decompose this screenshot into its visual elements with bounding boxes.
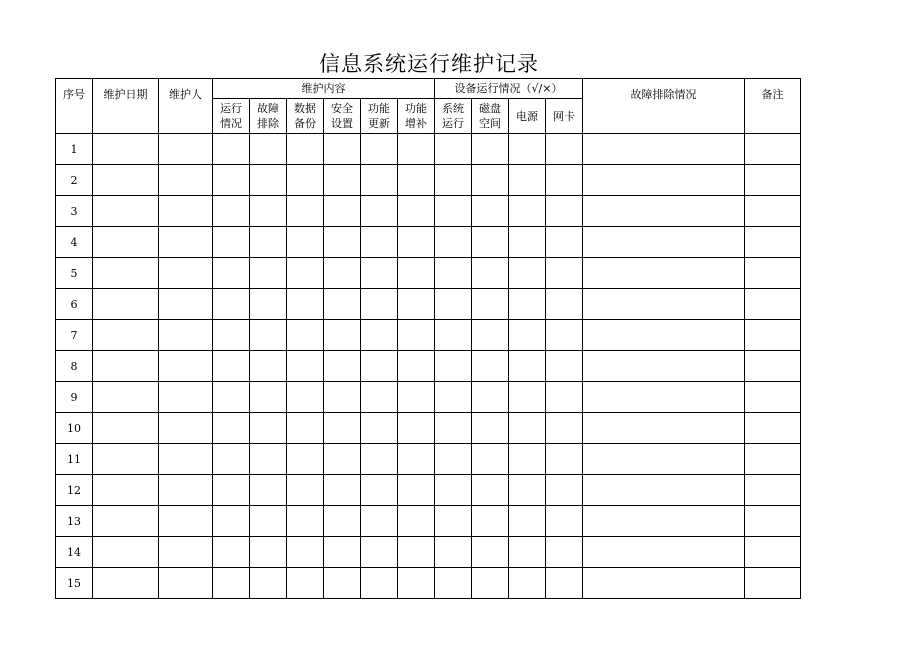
empty-cell [509,382,546,413]
table-row [56,351,801,382]
empty-cell [546,413,583,444]
empty-cell [213,382,250,413]
empty-cell [509,258,546,289]
empty-cell [472,506,509,537]
empty-cell [159,196,213,227]
empty-cell [472,289,509,320]
empty-cell [213,258,250,289]
empty-cell [324,351,361,382]
row-seq-cell: 3 [56,196,93,227]
empty-cell [745,382,801,413]
empty-cell [745,227,801,258]
empty-cell [213,506,250,537]
empty-cell [509,196,546,227]
header-label-line: 空间 [479,117,501,130]
empty-cell [435,351,472,382]
empty-cell [435,227,472,258]
table-row [56,537,801,568]
empty-cell [435,196,472,227]
empty-cell [435,165,472,196]
empty-cell [93,413,159,444]
header-date: 维护日期 [93,79,159,134]
table-row [56,506,801,537]
empty-cell [250,382,287,413]
empty-cell [287,413,324,444]
empty-cell [398,165,435,196]
row-seq-cell: 2 [56,165,93,196]
empty-cell [583,258,745,289]
empty-cell [213,320,250,351]
empty-cell [159,413,213,444]
header-maintenance-item [287,99,324,134]
empty-cell [745,351,801,382]
empty-cell [213,444,250,475]
row-seq-cell: 5 [56,258,93,289]
empty-cell [213,568,250,599]
empty-cell [435,289,472,320]
empty-cell [398,258,435,289]
empty-cell [287,537,324,568]
empty-cell [745,537,801,568]
header-label-line: 设置 [331,117,353,130]
row-seq-cell: 11 [56,444,93,475]
empty-cell [250,475,287,506]
empty-cell [159,506,213,537]
empty-cell [287,320,324,351]
empty-cell [583,475,745,506]
empty-cell [324,258,361,289]
table-row [56,258,801,289]
header-maintenance-item [398,99,435,134]
empty-cell [472,196,509,227]
header-maintenance-group: 维护内容 [213,79,435,99]
empty-cell [287,165,324,196]
empty-cell [93,320,159,351]
empty-cell [361,258,398,289]
empty-cell [324,227,361,258]
header-seq: 序号 [56,79,93,134]
header-label-line: 数据 [294,102,316,115]
row-seq-cell: 12 [56,475,93,506]
header-maintenance-item [250,99,287,134]
empty-cell [287,289,324,320]
empty-cell [213,196,250,227]
empty-cell [583,289,745,320]
empty-cell [435,537,472,568]
empty-cell [398,537,435,568]
empty-cell [287,475,324,506]
empty-cell [250,444,287,475]
empty-cell [361,320,398,351]
empty-cell [398,289,435,320]
empty-cell [361,506,398,537]
empty-cell [435,134,472,165]
empty-cell [250,568,287,599]
empty-cell [546,506,583,537]
empty-cell [159,475,213,506]
empty-cell [509,227,546,258]
empty-cell [435,475,472,506]
empty-cell [745,568,801,599]
empty-cell [546,134,583,165]
empty-cell [745,506,801,537]
empty-cell [546,382,583,413]
empty-cell [472,568,509,599]
empty-cell [361,196,398,227]
empty-cell [250,134,287,165]
empty-cell [745,320,801,351]
table-row [56,320,801,351]
empty-cell [287,134,324,165]
empty-cell [361,444,398,475]
header-maintenance-item [361,99,398,134]
empty-cell [546,258,583,289]
empty-cell [159,165,213,196]
empty-cell [287,444,324,475]
empty-cell [324,475,361,506]
empty-cell [324,444,361,475]
row-seq-cell: 15 [56,568,93,599]
empty-cell [509,537,546,568]
empty-cell [583,227,745,258]
empty-cell [93,165,159,196]
empty-cell [213,165,250,196]
empty-cell [398,413,435,444]
empty-cell [472,382,509,413]
empty-cell [745,196,801,227]
empty-cell [287,506,324,537]
empty-cell [361,165,398,196]
empty-cell [250,537,287,568]
empty-cell [159,444,213,475]
empty-cell [324,165,361,196]
empty-cell [398,568,435,599]
empty-cell [546,351,583,382]
empty-cell [546,475,583,506]
empty-cell [93,444,159,475]
empty-cell [472,134,509,165]
empty-cell [159,351,213,382]
header-label-line: 排除 [257,117,279,130]
header-label-line: 功能 [368,102,390,115]
table-row [56,227,801,258]
empty-cell [546,537,583,568]
header-device-item [509,99,546,134]
header-label-line: 更新 [368,117,390,130]
empty-cell [509,289,546,320]
empty-cell [287,258,324,289]
table-row [56,134,801,165]
empty-cell [583,413,745,444]
empty-cell [159,320,213,351]
empty-cell [287,196,324,227]
empty-cell [546,568,583,599]
empty-cell [745,258,801,289]
empty-cell [509,475,546,506]
row-seq-cell: 4 [56,227,93,258]
empty-cell [250,165,287,196]
empty-cell [93,196,159,227]
empty-cell [324,506,361,537]
empty-cell [250,351,287,382]
empty-cell [509,413,546,444]
empty-cell [583,506,745,537]
maintenance-log-table [55,78,801,599]
empty-cell [159,227,213,258]
empty-cell [435,258,472,289]
empty-cell [361,537,398,568]
empty-cell [398,320,435,351]
empty-cell [583,134,745,165]
empty-cell [361,382,398,413]
empty-cell [287,382,324,413]
empty-cell [583,196,745,227]
empty-cell [509,351,546,382]
empty-cell [159,382,213,413]
table-row [56,413,801,444]
header-label-line: 系统 [442,102,464,115]
empty-cell [472,165,509,196]
header-device-item [435,99,472,134]
empty-cell [398,382,435,413]
empty-cell [472,351,509,382]
empty-cell [398,134,435,165]
empty-cell [472,413,509,444]
header-label-line: 电源 [516,109,538,123]
empty-cell [250,289,287,320]
empty-cell [250,506,287,537]
empty-cell [435,568,472,599]
header-label-line: 安全 [331,102,353,115]
empty-cell [583,537,745,568]
empty-cell [93,475,159,506]
header-label-line: 磁盘 [479,102,501,115]
table-row [56,382,801,413]
table-row [56,475,801,506]
empty-cell [745,413,801,444]
empty-cell [398,506,435,537]
empty-cell [324,320,361,351]
header-fault: 故障排除情况 [583,79,745,134]
empty-cell [213,413,250,444]
header-label-line: 运行 [442,117,464,130]
empty-cell [324,134,361,165]
empty-cell [398,196,435,227]
empty-cell [472,258,509,289]
header-maintenance-item [213,99,250,134]
empty-cell [546,320,583,351]
empty-cell [745,134,801,165]
empty-cell [159,258,213,289]
header-remarks: 备注 [745,79,801,134]
empty-cell [250,320,287,351]
empty-cell [472,227,509,258]
empty-cell [509,444,546,475]
empty-cell [472,537,509,568]
empty-cell [509,506,546,537]
empty-cell [745,444,801,475]
empty-cell [361,475,398,506]
empty-cell [745,165,801,196]
empty-cell [546,444,583,475]
header-label-line: 网卡 [553,109,575,123]
empty-cell [324,568,361,599]
empty-cell [398,475,435,506]
empty-cell [435,382,472,413]
empty-cell [250,196,287,227]
table-row [56,444,801,475]
empty-cell [583,351,745,382]
header-device-item [472,99,509,134]
empty-cell [93,568,159,599]
empty-cell [509,568,546,599]
empty-cell [361,134,398,165]
empty-cell [213,537,250,568]
empty-cell [583,320,745,351]
empty-cell [509,165,546,196]
empty-cell [250,258,287,289]
row-seq-cell: 10 [56,413,93,444]
row-seq-cell: 13 [56,506,93,537]
empty-cell [287,351,324,382]
empty-cell [435,320,472,351]
header-device-item [546,99,583,134]
header-label-line: 备份 [294,117,316,130]
empty-cell [361,351,398,382]
row-seq-cell: 8 [56,351,93,382]
empty-cell [213,289,250,320]
empty-cell [250,413,287,444]
header-maintenance-item [324,99,361,134]
row-seq-cell: 7 [56,320,93,351]
empty-cell [324,382,361,413]
empty-cell [324,413,361,444]
header-label-line: 功能 [405,102,427,115]
empty-cell [745,289,801,320]
header-label-line: 情况 [220,117,242,130]
table-row [56,165,801,196]
header-label-line: 故障 [257,102,279,115]
empty-cell [93,289,159,320]
empty-cell [398,227,435,258]
empty-cell [93,506,159,537]
empty-cell [213,351,250,382]
row-seq-cell: 14 [56,537,93,568]
empty-cell [398,444,435,475]
table-row [56,568,801,599]
empty-cell [93,537,159,568]
empty-cell [435,413,472,444]
header-label-line: 运行 [220,102,242,115]
row-seq-cell: 6 [56,289,93,320]
empty-cell [398,351,435,382]
empty-cell [93,382,159,413]
empty-cell [546,165,583,196]
empty-cell [472,475,509,506]
empty-cell [583,444,745,475]
empty-cell [546,227,583,258]
table-row [56,196,801,227]
empty-cell [361,568,398,599]
empty-cell [583,382,745,413]
empty-cell [93,258,159,289]
empty-cell [93,134,159,165]
empty-cell [509,134,546,165]
empty-cell [159,568,213,599]
empty-cell [250,227,287,258]
empty-cell [472,444,509,475]
empty-cell [93,227,159,258]
empty-cell [159,537,213,568]
empty-cell [546,289,583,320]
empty-cell [361,289,398,320]
empty-cell [213,134,250,165]
empty-cell [583,568,745,599]
empty-cell [324,289,361,320]
empty-cell [159,134,213,165]
empty-cell [361,413,398,444]
empty-cell [509,320,546,351]
header-label-line: 增补 [405,117,427,130]
empty-cell [287,568,324,599]
empty-cell [435,444,472,475]
page-title: 信息系统运行维护记录 [319,52,539,76]
empty-cell [745,475,801,506]
header-device-group: 设备运行情况（√/×） [435,79,583,99]
empty-cell [435,506,472,537]
empty-cell [583,165,745,196]
empty-cell [213,475,250,506]
row-seq-cell: 9 [56,382,93,413]
empty-cell [472,320,509,351]
header-person: 维护人 [159,79,213,134]
empty-cell [213,227,250,258]
empty-cell [361,227,398,258]
empty-cell [93,351,159,382]
empty-cell [546,196,583,227]
table-row [56,289,801,320]
empty-cell [287,227,324,258]
row-seq-cell: 1 [56,134,93,165]
empty-cell [159,289,213,320]
empty-cell [324,196,361,227]
empty-cell [324,537,361,568]
